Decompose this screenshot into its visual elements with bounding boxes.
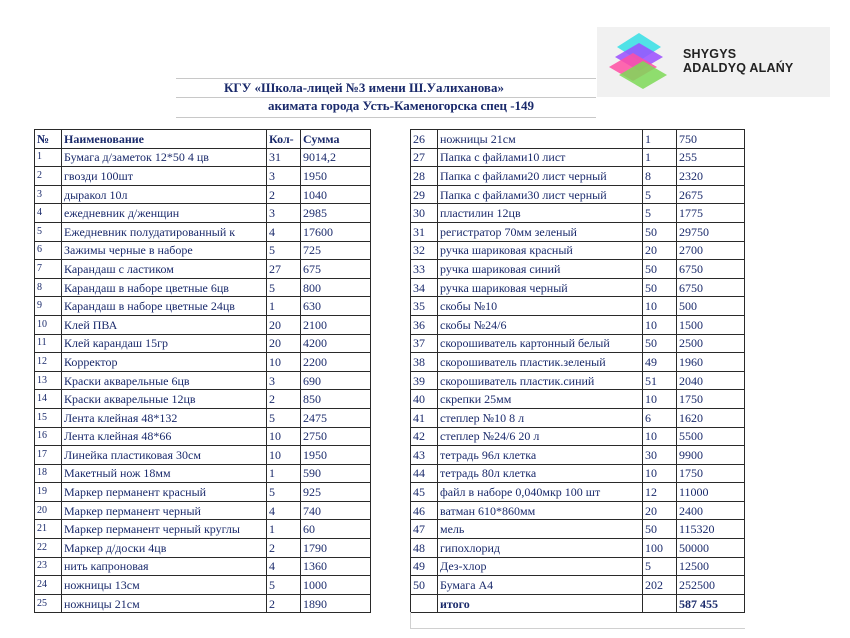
item-name: гвозди 100шт xyxy=(62,167,267,186)
table-row xyxy=(35,520,371,539)
item-sum: 4200 xyxy=(301,334,371,353)
item-name: степлер №24/6 20 л xyxy=(438,427,643,446)
table-row xyxy=(411,501,745,520)
item-quantity: 10 xyxy=(643,315,677,334)
row-number: 38 xyxy=(411,353,438,372)
item-sum: 29750 xyxy=(677,222,745,241)
table-row xyxy=(35,427,371,446)
row-number: 16 xyxy=(35,427,62,446)
item-sum: 1950 xyxy=(301,446,371,465)
item-quantity: 20 xyxy=(267,334,301,353)
item-quantity: 5 xyxy=(643,204,677,223)
item-sum: 1360 xyxy=(301,557,371,576)
item-name: Маркер перманент красный xyxy=(62,483,267,502)
table-row xyxy=(35,353,371,372)
row-number: 11 xyxy=(35,334,62,353)
row-number: 2 xyxy=(35,167,62,186)
item-quantity: 100 xyxy=(643,539,677,558)
item-quantity: 1 xyxy=(643,130,677,149)
item-quantity: 8 xyxy=(643,167,677,186)
table-row xyxy=(411,464,745,483)
item-quantity: 1 xyxy=(267,520,301,539)
row-number: 19 xyxy=(35,483,62,502)
row-number: 45 xyxy=(411,483,438,502)
item-sum: 1950 xyxy=(301,167,371,186)
item-name: ручка шариковая черный xyxy=(438,278,643,297)
item-quantity: 10 xyxy=(267,427,301,446)
item-quantity: 5 xyxy=(267,278,301,297)
item-quantity: 10 xyxy=(267,353,301,372)
item-sum: 252500 xyxy=(677,576,745,595)
item-quantity: 1 xyxy=(267,464,301,483)
item-quantity: 5 xyxy=(643,557,677,576)
table-row xyxy=(35,483,371,502)
table-row xyxy=(35,501,371,520)
item-quantity: 10 xyxy=(267,446,301,465)
table-row xyxy=(411,315,745,334)
item-sum: 2475 xyxy=(301,408,371,427)
item-sum: 675 xyxy=(301,260,371,279)
item-sum: 1500 xyxy=(677,315,745,334)
table-row xyxy=(35,167,371,186)
item-quantity: 31 xyxy=(267,148,301,167)
logo-line-2: ADALDYQ ALAŃY xyxy=(683,61,794,75)
item-name: дыракол 10л xyxy=(62,185,267,204)
table-row xyxy=(35,557,371,576)
row-number: 44 xyxy=(411,464,438,483)
item-sum: 1750 xyxy=(677,390,745,409)
table-row xyxy=(35,390,371,409)
item-sum: 2675 xyxy=(677,185,745,204)
table-row xyxy=(35,464,371,483)
item-quantity: 50 xyxy=(643,520,677,539)
item-name: Карандаш в наборе цветные 24цв xyxy=(62,297,267,316)
row-number: 15 xyxy=(35,408,62,427)
column-header-no: № xyxy=(35,130,62,149)
item-name: Маркер д/доски 4цв xyxy=(62,539,267,558)
item-quantity: 5 xyxy=(643,185,677,204)
item-quantity: 3 xyxy=(267,371,301,390)
item-sum: 740 xyxy=(301,501,371,520)
row-number: 31 xyxy=(411,222,438,241)
total-label: итого xyxy=(438,594,643,613)
item-quantity: 2 xyxy=(267,390,301,409)
row-number: 6 xyxy=(35,241,62,260)
item-name: гипохлорид xyxy=(438,539,643,558)
item-name: Корректор xyxy=(62,353,267,372)
row-number: 29 xyxy=(411,185,438,204)
row-number: 27 xyxy=(411,148,438,167)
item-quantity: 50 xyxy=(643,222,677,241)
item-sum: 630 xyxy=(301,297,371,316)
item-sum: 1040 xyxy=(301,185,371,204)
item-name: Маркер перманент черный круглы xyxy=(62,520,267,539)
item-name: Папка с файлами30 лист черный xyxy=(438,185,643,204)
row-number: 36 xyxy=(411,315,438,334)
table-row xyxy=(411,204,745,223)
item-name: Дез-хлор xyxy=(438,557,643,576)
item-name: Лента клейная 48*66 xyxy=(62,427,267,446)
table-row xyxy=(411,353,745,372)
item-name: ручка шариковая синий xyxy=(438,260,643,279)
item-sum: 17600 xyxy=(301,222,371,241)
table-row xyxy=(35,315,371,334)
item-sum: 500 xyxy=(677,297,745,316)
row-number: 28 xyxy=(411,167,438,186)
item-quantity: 10 xyxy=(643,297,677,316)
item-quantity: 30 xyxy=(643,446,677,465)
item-sum: 2200 xyxy=(301,353,371,372)
item-quantity: 2 xyxy=(267,185,301,204)
table-row xyxy=(411,334,745,353)
item-sum: 115320 xyxy=(677,520,745,539)
row-number: 23 xyxy=(35,557,62,576)
item-quantity: 51 xyxy=(643,371,677,390)
row-number: 47 xyxy=(411,520,438,539)
item-sum: 1000 xyxy=(301,576,371,595)
item-quantity: 202 xyxy=(643,576,677,595)
item-quantity: 10 xyxy=(643,390,677,409)
item-quantity: 4 xyxy=(267,501,301,520)
item-name: ножницы 13см xyxy=(62,576,267,595)
item-name: файл в наборе 0,040мкр 100 шт xyxy=(438,483,643,502)
item-name: Маркер перманент черный xyxy=(62,501,267,520)
item-sum: 9014,2 xyxy=(301,148,371,167)
header-line-1: КГУ «Школа-лицей №3 имени Ш.Уалиханова» xyxy=(224,80,504,95)
table-row xyxy=(35,204,371,223)
row-number: 20 xyxy=(35,501,62,520)
total-empty-qty xyxy=(643,594,677,613)
item-sum: 2750 xyxy=(301,427,371,446)
item-sum: 2040 xyxy=(677,371,745,390)
table-row xyxy=(411,278,745,297)
row-number: 30 xyxy=(411,204,438,223)
item-name: степлер №10 8 л xyxy=(438,408,643,427)
item-name: Клей ПВА xyxy=(62,315,267,334)
item-name: Карандаш с ластиком xyxy=(62,260,267,279)
item-sum: 60 xyxy=(301,520,371,539)
item-sum: 800 xyxy=(301,278,371,297)
item-name: пластилин 12цв xyxy=(438,204,643,223)
table-row xyxy=(35,371,371,390)
header-line-2: акимата города Усть-Каменогорска спец -149 xyxy=(268,98,535,113)
left-items-table xyxy=(34,129,371,613)
item-name: мель xyxy=(438,520,643,539)
table-row xyxy=(411,483,745,502)
table-row xyxy=(411,427,745,446)
item-quantity: 20 xyxy=(643,241,677,260)
item-name: Бумага д/заметок 12*50 4 цв xyxy=(62,148,267,167)
item-quantity: 50 xyxy=(643,260,677,279)
logo xyxy=(597,27,830,97)
item-name: Папка с файлами20 лист черный xyxy=(438,167,643,186)
row-number: 26 xyxy=(411,130,438,149)
item-quantity: 5 xyxy=(267,576,301,595)
row-number: 5 xyxy=(35,222,62,241)
item-quantity: 4 xyxy=(267,557,301,576)
item-quantity: 2 xyxy=(267,594,301,613)
table-row xyxy=(411,167,745,186)
table-row xyxy=(411,148,745,167)
table-row xyxy=(35,222,371,241)
table-row xyxy=(411,260,745,279)
row-number: 37 xyxy=(411,334,438,353)
item-sum: 1790 xyxy=(301,539,371,558)
table-row xyxy=(411,371,745,390)
item-name: ручка шариковая красный xyxy=(438,241,643,260)
item-name: Зажимы черные в наборе xyxy=(62,241,267,260)
table-row xyxy=(35,278,371,297)
item-name: Лента клейная 48*132 xyxy=(62,408,267,427)
item-quantity: 5 xyxy=(267,408,301,427)
total-sum: 587 455 xyxy=(677,594,745,613)
row-number: 22 xyxy=(35,539,62,558)
item-sum: 6750 xyxy=(677,260,745,279)
item-sum: 1890 xyxy=(301,594,371,613)
total-row xyxy=(411,594,745,613)
logo-line-1: SHYGYS xyxy=(683,47,737,61)
row-number: 50 xyxy=(411,576,438,595)
table-row xyxy=(411,539,745,558)
item-quantity: 3 xyxy=(267,167,301,186)
item-sum: 850 xyxy=(301,390,371,409)
row-number: 17 xyxy=(35,446,62,465)
total-empty-no xyxy=(411,594,438,613)
item-sum: 1750 xyxy=(677,464,745,483)
item-name: скорошиватель пластик.зеленый xyxy=(438,353,643,372)
item-quantity: 12 xyxy=(643,483,677,502)
item-sum: 1960 xyxy=(677,353,745,372)
item-name: Макетный нож 18мм xyxy=(62,464,267,483)
row-number: 32 xyxy=(411,241,438,260)
table-row xyxy=(411,185,745,204)
item-quantity: 2 xyxy=(267,539,301,558)
item-name: скорошиватель картонный белый xyxy=(438,334,643,353)
item-sum: 2400 xyxy=(677,501,745,520)
item-quantity: 4 xyxy=(267,222,301,241)
item-quantity: 20 xyxy=(267,315,301,334)
table-row xyxy=(411,241,745,260)
row-number: 1 xyxy=(35,148,62,167)
table-row xyxy=(35,408,371,427)
table-row xyxy=(35,297,371,316)
table-row xyxy=(411,222,745,241)
row-number: 24 xyxy=(35,576,62,595)
item-sum: 725 xyxy=(301,241,371,260)
table-row xyxy=(411,130,745,149)
item-sum: 690 xyxy=(301,371,371,390)
row-number: 41 xyxy=(411,408,438,427)
row-number: 40 xyxy=(411,390,438,409)
row-number: 25 xyxy=(35,594,62,613)
item-name: регистратор 70мм зеленый xyxy=(438,222,643,241)
table-row xyxy=(35,594,371,613)
right-items-table xyxy=(410,129,745,613)
item-quantity: 10 xyxy=(643,427,677,446)
table-row xyxy=(411,576,745,595)
item-name: Клей карандаш 15гр xyxy=(62,334,267,353)
item-quantity: 27 xyxy=(267,260,301,279)
row-number: 14 xyxy=(35,390,62,409)
item-sum: 590 xyxy=(301,464,371,483)
item-quantity: 3 xyxy=(267,204,301,223)
row-number: 35 xyxy=(411,297,438,316)
table-row xyxy=(35,185,371,204)
table-row xyxy=(411,390,745,409)
row-number: 43 xyxy=(411,446,438,465)
item-sum: 1775 xyxy=(677,204,745,223)
table-row xyxy=(35,576,371,595)
item-quantity: 50 xyxy=(643,334,677,353)
item-sum: 2320 xyxy=(677,167,745,186)
item-sum: 925 xyxy=(301,483,371,502)
table-row xyxy=(411,408,745,427)
row-number: 48 xyxy=(411,539,438,558)
logo-text xyxy=(683,47,793,75)
column-header-name: Наименование xyxy=(62,130,267,149)
item-quantity: 50 xyxy=(643,278,677,297)
item-name: Краски акварельные 12цв xyxy=(62,390,267,409)
item-sum: 750 xyxy=(677,130,745,149)
row-number: 18 xyxy=(35,464,62,483)
item-name: Карандаш в наборе цветные 6цв xyxy=(62,278,267,297)
row-number: 34 xyxy=(411,278,438,297)
row-number: 9 xyxy=(35,297,62,316)
item-name: ножницы 21см xyxy=(438,130,643,149)
item-sum: 6750 xyxy=(677,278,745,297)
item-sum: 2700 xyxy=(677,241,745,260)
item-name: тетрадь 96л клетка xyxy=(438,446,643,465)
item-quantity: 10 xyxy=(643,464,677,483)
row-number: 7 xyxy=(35,260,62,279)
row-number: 10 xyxy=(35,315,62,334)
item-sum: 2985 xyxy=(301,204,371,223)
table-row xyxy=(35,260,371,279)
item-quantity: 6 xyxy=(643,408,677,427)
item-sum: 5500 xyxy=(677,427,745,446)
item-name: нить капроновая xyxy=(62,557,267,576)
item-name: скорошиватель пластик.синий xyxy=(438,371,643,390)
item-quantity: 5 xyxy=(267,241,301,260)
item-quantity: 20 xyxy=(643,501,677,520)
item-name: ежедневник д/женщин xyxy=(62,204,267,223)
logo-icon xyxy=(603,31,675,93)
column-header-qty: Кол- xyxy=(267,130,301,149)
item-sum: 12500 xyxy=(677,557,745,576)
item-name: скрепки 25мм xyxy=(438,390,643,409)
table-row xyxy=(411,557,745,576)
item-name: Папка с файлами10 лист xyxy=(438,148,643,167)
table-header-row xyxy=(35,130,371,149)
item-quantity: 1 xyxy=(267,297,301,316)
table-row xyxy=(35,241,371,260)
item-quantity: 1 xyxy=(643,148,677,167)
row-number: 4 xyxy=(35,204,62,223)
row-number: 21 xyxy=(35,520,62,539)
row-number: 46 xyxy=(411,501,438,520)
item-name: Бумага А4 xyxy=(438,576,643,595)
item-name: скобы №10 xyxy=(438,297,643,316)
item-sum: 1620 xyxy=(677,408,745,427)
item-sum: 9900 xyxy=(677,446,745,465)
item-sum: 2100 xyxy=(301,315,371,334)
item-quantity: 5 xyxy=(267,483,301,502)
row-number: 3 xyxy=(35,185,62,204)
column-header-sum: Сумма xyxy=(301,130,371,149)
table-row xyxy=(35,334,371,353)
table-row xyxy=(411,297,745,316)
item-sum: 255 xyxy=(677,148,745,167)
item-sum: 50000 xyxy=(677,539,745,558)
item-name: скобы №24/6 xyxy=(438,315,643,334)
item-name: Ежедневник полудатированный к xyxy=(62,222,267,241)
item-name: Краски акварельные 6цв xyxy=(62,371,267,390)
table-row xyxy=(35,148,371,167)
row-number: 8 xyxy=(35,278,62,297)
table-row xyxy=(35,539,371,558)
item-quantity: 49 xyxy=(643,353,677,372)
row-number: 42 xyxy=(411,427,438,446)
item-name: Линейка пластиковая 30см xyxy=(62,446,267,465)
item-name: ватман 610*860мм xyxy=(438,501,643,520)
row-number: 13 xyxy=(35,371,62,390)
item-sum: 11000 xyxy=(677,483,745,502)
row-number: 49 xyxy=(411,557,438,576)
row-number: 12 xyxy=(35,353,62,372)
row-number: 39 xyxy=(411,371,438,390)
item-name: тетрадь 80л клетка xyxy=(438,464,643,483)
row-number: 33 xyxy=(411,260,438,279)
empty-grid-row xyxy=(410,612,745,629)
item-sum: 2500 xyxy=(677,334,745,353)
item-name: ножницы 21см xyxy=(62,594,267,613)
table-row xyxy=(35,446,371,465)
table-row xyxy=(411,446,745,465)
table-row xyxy=(411,520,745,539)
